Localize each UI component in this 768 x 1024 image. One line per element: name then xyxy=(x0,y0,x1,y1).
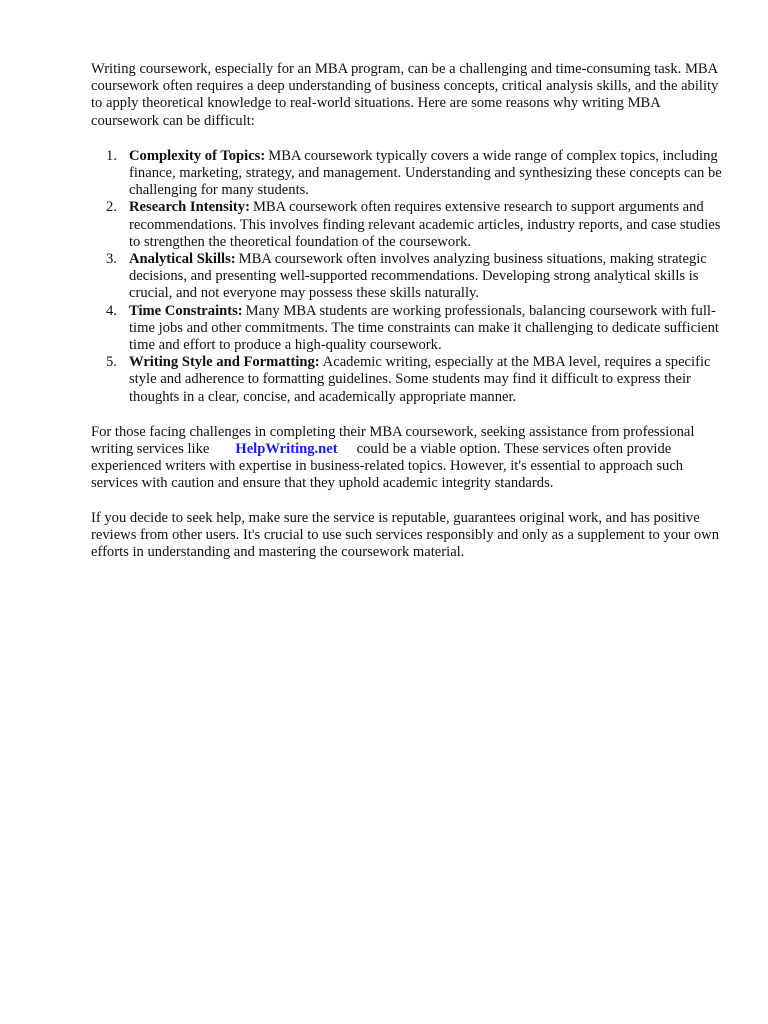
list-item xyxy=(91,354,725,406)
reasons-list xyxy=(91,148,725,406)
help-text-before: For those facing challenges in completing their MBA coursework, seeking assistance from professional writing services like xyxy=(91,423,695,458)
list-text: MBA coursework often involves analyzing business situations, making strategic decisions, and presenting well-supported recommendations. Developing strong analytical skills is crucial, and not everyone may possess these skills naturally. xyxy=(129,251,707,302)
list-number: 4. xyxy=(106,302,117,319)
helpwriting-link[interactable]: HelpWriting.net xyxy=(235,441,338,458)
list-term: Research Intensity: xyxy=(129,199,250,216)
list-item xyxy=(91,251,725,303)
list-text: Academic writing, especially at the MBA level, requires a specific style and adherence to formatting guidelines. Some students may find it difficult to express their thoughts in a clear, concise, and academically appropriate manner. xyxy=(129,354,711,405)
intro-paragraph: Writing coursework, especially for an MBA program, can be a challenging and time-consuming task. MBA coursework often requires a deep understanding of business concepts, critical analysis skills, and the ability to apply theoretical knowledge to real-world situations. Here are some reasons why writing MBA coursework can be difficult: xyxy=(91,61,719,129)
help-paragraph xyxy=(91,424,725,493)
list-item xyxy=(91,199,725,251)
list-item xyxy=(91,148,725,200)
list-term: Writing Style and Formatting: xyxy=(129,354,320,371)
list-number: 1. xyxy=(106,147,117,164)
list-term: Analytical Skills: xyxy=(129,251,236,268)
list-text: MBA coursework typically covers a wide range of complex topics, including finance, marketing, strategy, and management. Understanding and synthesizing these concepts can be challenging for many students. xyxy=(129,147,722,199)
list-term: Time Constraints: xyxy=(129,302,243,319)
list-number: 5. xyxy=(106,354,117,371)
list-number: 3. xyxy=(106,251,117,268)
closing-paragraph: If you decide to seek help, make sure the service is reputable, guarantees original work, and has positive reviews from other users. It's crucial to use such services responsibly and only as a supplement to your own efforts in understanding and mastering the coursework material. xyxy=(91,509,719,561)
list-item xyxy=(91,303,725,355)
list-text: MBA coursework often requires extensive research to support arguments and recommendations. This involves finding relevant academic articles, industry reports, and case studies to strengthen the theoretical foundation of the coursework. xyxy=(129,199,721,250)
document-body xyxy=(91,61,725,561)
list-number: 2. xyxy=(106,199,117,216)
list-term: Complexity of Topics: xyxy=(129,147,266,164)
help-text-after: could be a viable option. These services often provide experienced writers with expertise in business-related topics. However, it's essential to approach such services with caution and ensure that they uphold academic integrity standards. xyxy=(91,441,684,492)
list-text: Many MBA students are working professionals, balancing coursework with full-time jobs and other commitments. The time constraints can make it challenging to dedicate sufficient time and effort to produce a high-quality coursework. xyxy=(129,302,719,354)
